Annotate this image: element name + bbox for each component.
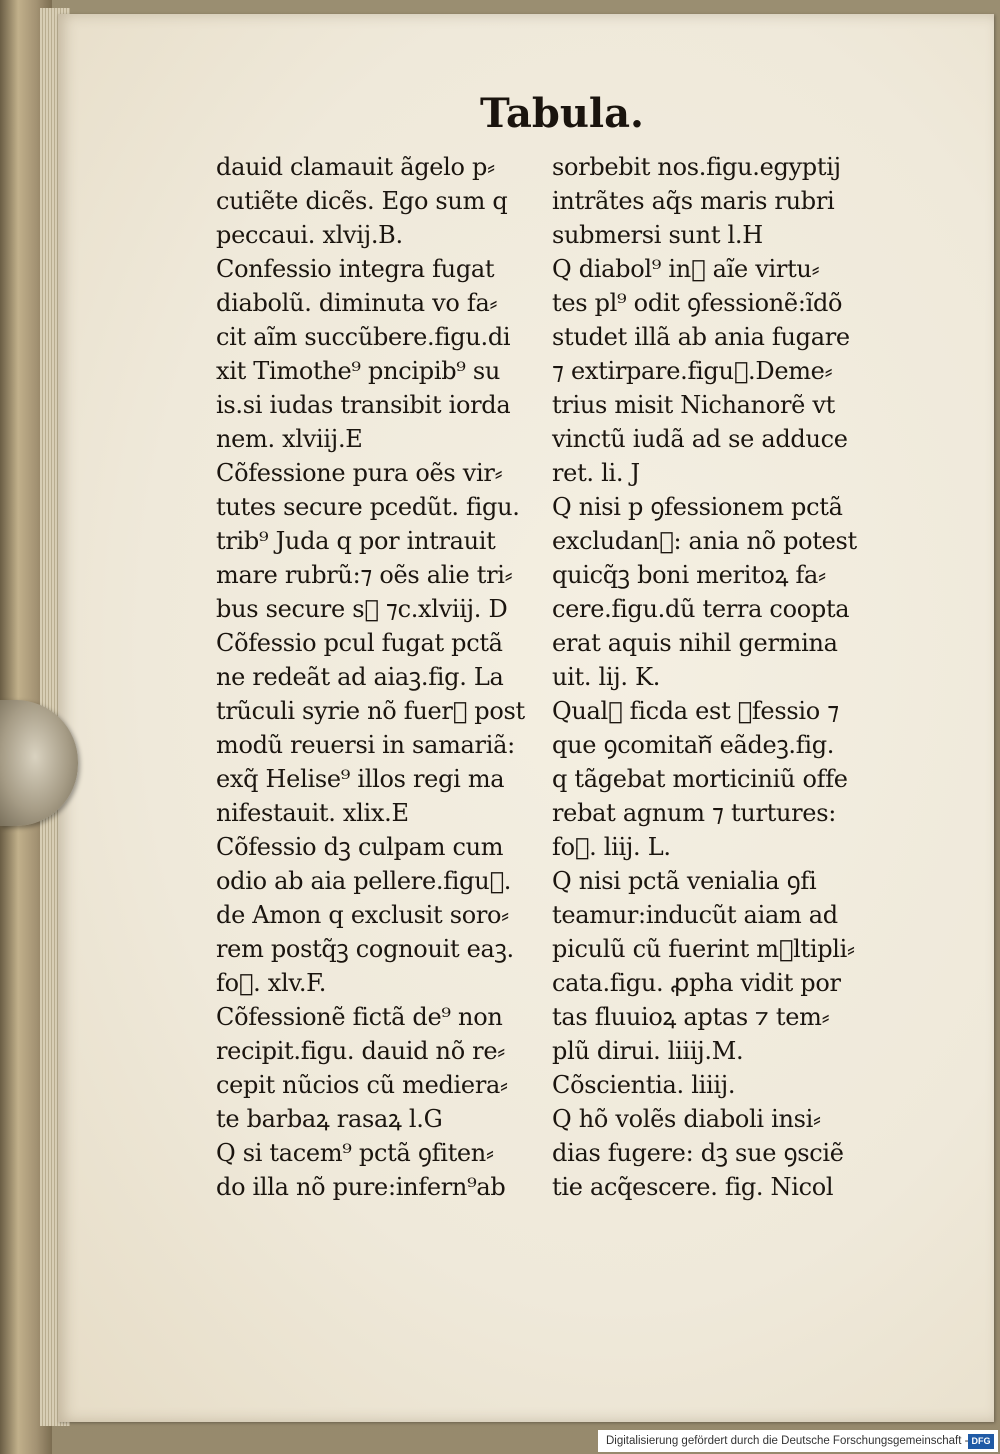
- text-line: q tãgebat morticiniũ offe: [552, 765, 848, 793]
- text-line: recipit.figu. dauid nõ re⸗: [216, 1037, 505, 1065]
- text-line: cit aĩm succũbere.figu.di: [216, 323, 511, 351]
- text-line: uit. lij. K.: [552, 663, 661, 691]
- text-line: Cõfessione pura oẽs vir⸗: [216, 459, 503, 487]
- text-line: plũ dirui. liiij.M.: [552, 1037, 744, 1065]
- text-line: sorbebit nos.figu.egyptij: [552, 153, 841, 181]
- text-line: trũculi syrie nõ fuerᷓ post: [216, 697, 525, 725]
- text-line: Q hõ volẽs diaboli insi⸗: [552, 1105, 821, 1133]
- text-line: Cõscientia. liiij.: [552, 1071, 736, 1099]
- left-text-column: [216, 150, 546, 1204]
- text-line: xit Timothe⁹ pncipib⁹ su: [216, 357, 501, 385]
- text-line: foᷓ. xlv.F.: [216, 969, 327, 997]
- text-line: nem. xlviij.E: [216, 425, 363, 453]
- text-line: peccaui. xlvij.B.: [216, 221, 403, 249]
- text-line: Q nisi p ꝯfessionem pctã: [552, 493, 843, 521]
- text-line: do illa nõ pure:infern⁹ab: [216, 1173, 506, 1201]
- text-line: vinctũ iudã ad se adduce: [552, 425, 848, 453]
- text-line: rem postq̃ꝫ cognouit eaꝫ.: [216, 935, 514, 963]
- text-line: cutiẽte dicẽs. Ego sum q: [216, 187, 508, 215]
- text-line: bus secure sᷓ ⁊c.xlviij. D: [216, 595, 508, 623]
- dfg-logo: DFG: [968, 1434, 994, 1449]
- text-line: teamur:inducũt aiam ad: [552, 901, 838, 929]
- text-line: ret. li. J: [552, 459, 640, 487]
- text-line: tutes secure pcedũt. figu.: [216, 493, 520, 521]
- text-line: odio ab aia pellere.figuᷓ.: [216, 867, 512, 895]
- text-line: quicq̃ꝫ boni meritoꝝ fa⸗: [552, 561, 826, 589]
- text-line: nifestauit. xlix.E: [216, 799, 409, 827]
- text-line: Cõfessio dꝫ culpam cum: [216, 833, 504, 861]
- text-line: tie acq̃escere. fig. Nicol: [552, 1173, 834, 1201]
- text-line: Cõfessionẽ fictã de⁹ non: [216, 1003, 503, 1031]
- funding-credit: Digitalisierung gefördert durch die Deutsche Forschungsgemeinschaft -: [606, 1435, 969, 1447]
- text-line: excludanᷓ: ania nõ potest: [552, 527, 857, 555]
- text-line: erat aquis nihil germina: [552, 629, 838, 657]
- text-line: exq̃ Helise⁹ illos regi ma: [216, 765, 505, 793]
- text-line: tes pl⁹ odit ꝯfessionẽ:ĩdõ: [552, 289, 843, 317]
- text-line: Q diabol⁹ inᷓ aĩe virtu⸗: [552, 255, 820, 283]
- text-line: foᷓ. liij. L.: [552, 833, 671, 861]
- text-line: Confessio integra fugat: [216, 255, 495, 283]
- text-line: cere.figu.dũ terra coopta: [552, 595, 850, 623]
- text-line: modũ reuersi in samariã:: [216, 731, 515, 759]
- text-line: is.si iudas transibit iorda: [216, 391, 511, 419]
- running-head: Tabula.: [480, 90, 644, 137]
- text-line: intrãtes aq̃s maris rubri: [552, 187, 835, 215]
- text-line: submersi sunt l.H: [552, 221, 763, 249]
- text-line: Q nisi pctã venialia ꝯfi: [552, 867, 817, 895]
- text-line: studet illã ab ania fugare: [552, 323, 850, 351]
- text-line: cata.figu. ꝓpha vidit por: [552, 969, 841, 997]
- text-line: Cõfessio pcul fugat pctã: [216, 629, 503, 657]
- text-line: ne redeãt ad aiaꝫ.fig. La: [216, 663, 504, 691]
- text-line: ⁊ extirpare.figuᷓ.Deme⸗: [552, 357, 833, 385]
- text-line: que ꝯcomitanᷓ eãdeꝫ.fig.: [552, 731, 835, 759]
- text-line: Q si tacem⁹ pctã ꝯfiten⸗: [216, 1139, 494, 1167]
- text-line: diabolũ. diminuta vo fa⸗: [216, 289, 498, 317]
- text-line: trib⁹ Juda q por intrauit: [216, 527, 496, 555]
- text-line: mare rubrũ:⁊ oẽs alie tri⸗: [216, 561, 513, 589]
- text-line: dias fugere: dꝫ sue ꝯsciẽ: [552, 1139, 844, 1167]
- text-line: te barbaꝝ rasaꝝ l.G: [216, 1105, 443, 1133]
- right-text-column: [552, 150, 882, 1204]
- text-line: piculũ cũ fuerint mᷓltipli⸗: [552, 935, 855, 963]
- text-line: rebat agnum ⁊ turtures:: [552, 799, 837, 827]
- text-line: Qualᷓ ficda est ꝯfessio ⁊: [552, 697, 839, 725]
- text-line: cepit nũcios cũ mediera⸗: [216, 1071, 508, 1099]
- text-line: de Amon q exclusit soro⸗: [216, 901, 509, 929]
- text-line: dauid clamauit ãgelo p⸗: [216, 153, 495, 181]
- text-line: tas fluuioꝝ aptas ⁊ tem⸗: [552, 1003, 830, 1031]
- text-line: trius misit Nichanorẽ vt: [552, 391, 835, 419]
